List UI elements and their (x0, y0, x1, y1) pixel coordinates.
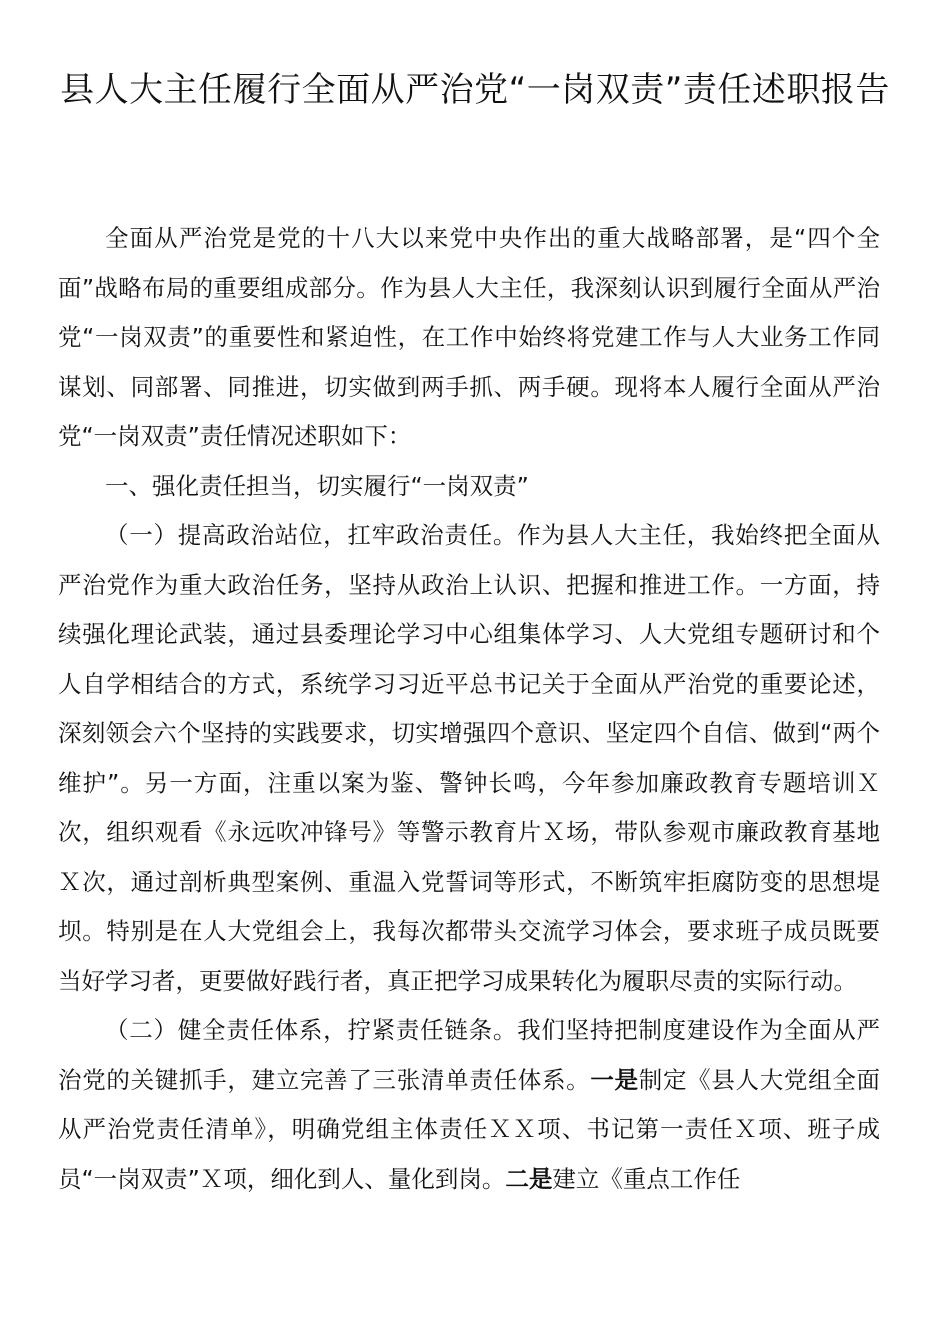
sub2-text-part1: （二）健全责任体系，拧紧责任链条。我们坚持把制度建设作为全面从严治党的关键抓手，建立完善了三张清单责任体系。 (58, 1016, 880, 1094)
subsection-paragraph-2 (58, 1006, 880, 1204)
document-body (58, 214, 880, 1204)
sub2-text-part3: 建立《重点工作任 (552, 1164, 741, 1193)
sub2-text-part2: 制定《县人大党组全面从严治党责任清单》，明确党组主体责任ＸＸ项、书记第一责任Ｘ项、班子成员“一岗双责”Ｘ项，细化到人、量化到岗。 (58, 1065, 881, 1193)
intro-paragraph: 全面从严治党是党的十八大以来党中央作出的重大战略部署，是“四个全面”战略布局的重要组成部分。作为县人大主任，我深刻认识到履行全面从严治党“一岗双责”的重要性和紧迫性，在工作中始终将党建工作与人大业务工作同谋划、同部署、同推进，切实做到两手抓、两手硬。现将本人履行全面从严治党“一岗双责”责任情况述职如下： (58, 224, 880, 450)
section-heading-1: 一、强化责任担当，切实履行“一岗双责” (105, 471, 529, 500)
sub2-bold-marker-1: 一是 (590, 1065, 639, 1094)
subsection-paragraph-1: （一）提高政治站位，扛牢政治责任。作为县人大主任，我始终把全面从严治党作为重大政治任务，坚持从政治上认识、把握和推进工作。一方面，持续强化理论武装，通过县委理论学习中心组集体学习、人大党组专题研讨和个人自学相结合的方式，系统学习习近平总书记关于全面从严治党的重要论述，深刻领会六个坚持的实践要求，切实增强四个意识、坚定四个自信、做到“两个维护”。另一方面，注重以案为鉴、警钟长鸣，今年参加廉政教育专题培训Ｘ次，组织观看《永远吹冲锋号》等警示教育片Ｘ场，带队参观市廉政教育基地Ｘ次，通过剖析典型案例、重温入党誓词等形式，不断筑牢拒腐防变的思想堤坝。特别是在人大党组会上，我每次都带头交流学习体会，要求班子成员既要当好学习者，更要做好践行者，真正把学习成果转化为履职尽责的实际行动。 (58, 521, 880, 995)
document-title: 县人大主任履行全面从严治党“一岗双责”责任述职报告 (60, 70, 890, 110)
sub2-bold-marker-2: 二是 (505, 1164, 553, 1193)
